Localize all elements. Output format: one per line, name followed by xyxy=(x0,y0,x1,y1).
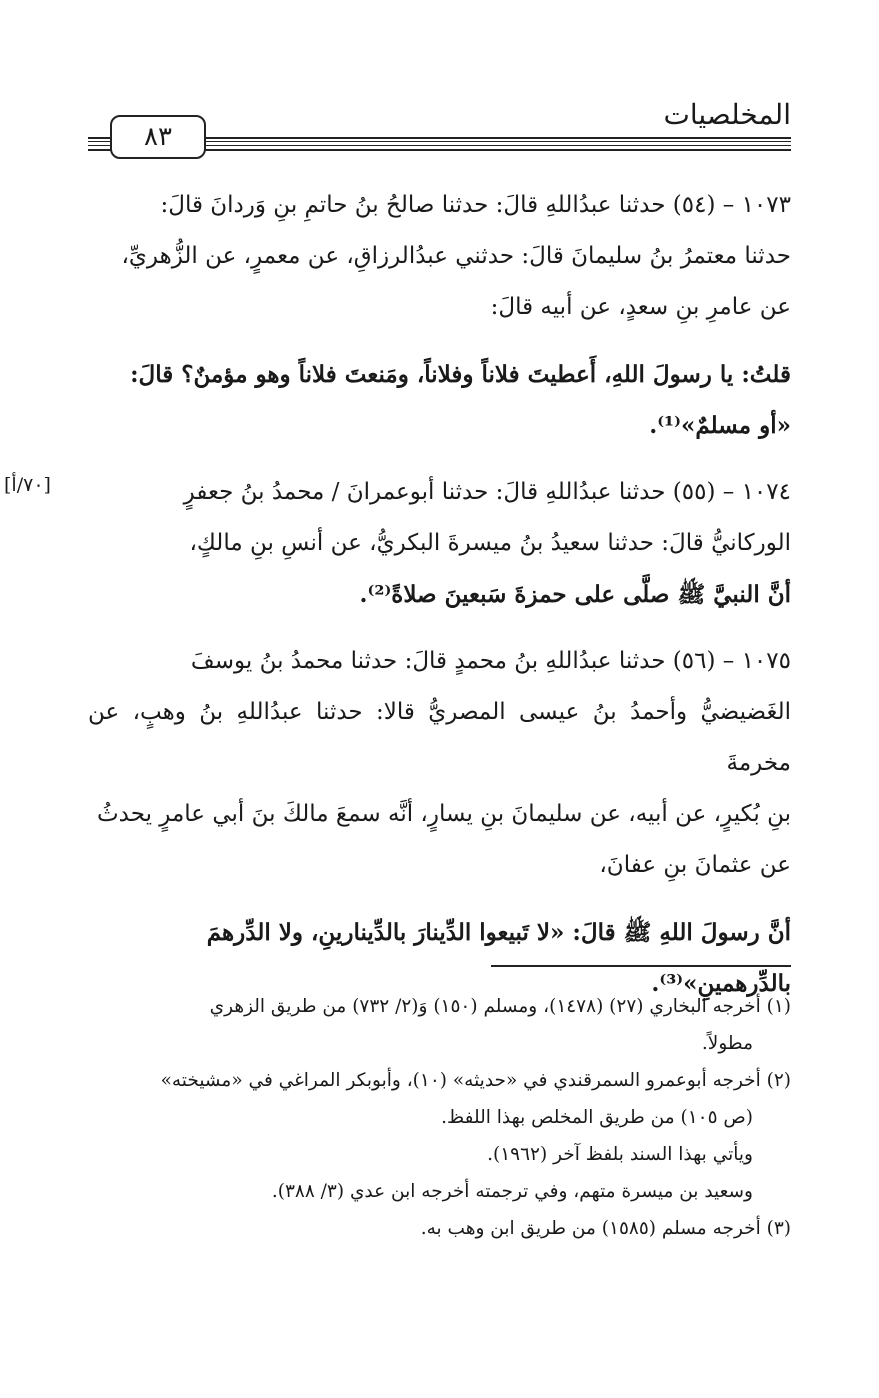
footnotes xyxy=(88,988,791,1247)
footnote-2-line-3: ويأتي بهذا السند بلفظ آخر (١٩٦٢). xyxy=(487,1144,753,1165)
footnote-1-line-2: مطولاً. xyxy=(701,1033,753,1054)
hadith-1073-matn-line-2: «أو مسلمٌ»⁽¹⁾. xyxy=(649,412,791,439)
hadith-1075-line-3: بنِ بُكيرٍ، عن أبيه، عن سليمانَ بنِ يسارٍ، أنَّه سمعَ مالكَ بنَ أبي عامرٍ يحدثُ xyxy=(97,801,791,827)
hadith-1073-matn-line-1: قلتُ: يا رسولَ اللهِ، أَعطيتَ فلاناً وفلاناً، ومَنعتَ فلاناً وهو مؤمنٌ؟ قالَ: xyxy=(130,361,791,388)
main-text xyxy=(88,180,791,1009)
hadith-1073-line-1: ١٠٧٣ – (٥٤) حدثنا عبدُاللهِ قالَ: حدثنا صالحُ بنُ حاتمِ بنِ وَردانَ قالَ: xyxy=(160,192,791,218)
footnote-2-line-4: وسعيد بن ميسرة متهم، وفي ترجمته أخرجه ابن عدي (٣/ ٣٨٨). xyxy=(271,1181,753,1202)
hadith-1073-line-2: حدثنا معتمرُ بنُ سليمانَ قالَ: حدثني عبدُالرزاقِ، عن معمرٍ، عن الزُّهريِّ، xyxy=(121,243,791,269)
footnote-2-line-1: (٢) أخرجه أبوعمرو السمرقندي في «حديثه» (١٠)، وأبوبكر المراغي في «مشيخته» xyxy=(160,1070,791,1091)
footnote-separator xyxy=(491,965,791,967)
page-number-box xyxy=(110,115,206,159)
hadith-1074-matn-line-1: أنَّ النبيَّ ﷺ صلَّى على حمزةَ سَبعينَ صلاةً⁽²⁾. xyxy=(359,581,791,608)
footnote-3-line-1: (٣) أخرجه مسلم (١٥٨٥) من طريق ابن وهب به. xyxy=(420,1218,791,1239)
hadith-1075-matn-line-2: بالدِّرهمينِ»⁽³⁾. xyxy=(651,970,791,997)
page-number: ٨٣ xyxy=(144,122,172,152)
hadith-1075-line-4: عن عثمانَ بنِ عفانَ، xyxy=(599,852,791,878)
footnote-2-line-2: (ص ١٠٥) من طريق المخلص بهذا اللفظ. xyxy=(441,1107,753,1128)
hadith-1075-matn-line-1: أنَّ رسولَ اللهِ ﷺ قالَ: «لا تَبيعوا الدِّينارَ بالدِّينارينِ، ولا الدِّرهمَ xyxy=(206,919,791,946)
margin-folio-reference: [٧٠/أ] xyxy=(4,474,51,496)
running-header-title: المخلصيات xyxy=(663,98,791,131)
hadith-1074-line-2: الوركانيُّ قالَ: حدثنا سعيدُ بنُ ميسرةَ البكريُّ، عن أنسِ بنِ مالكٍ، xyxy=(189,530,791,556)
hadith-1075-line-1: ١٠٧٥ – (٥٦) حدثنا عبدُاللهِ بنُ محمدٍ قالَ: حدثنا محمدُ بنُ يوسفَ xyxy=(190,648,791,674)
hadith-1075-line-2: الغَضيضيُّ وأحمدُ بنُ عيسى المصريُّ قالا: حدثنا عبدُاللهِ بنُ وهبٍ، عن مخرمةَ xyxy=(88,699,791,776)
footnote-1-line-1: (١) أخرجه البخاري (٢٧) (١٤٧٨)، ومسلم (١٥٠) وَ(٢/ ٧٣٢) من طريق الزهري xyxy=(209,996,791,1017)
hadith-1073-line-3: عن عامرِ بنِ سعدٍ، عن أبيه قالَ: xyxy=(490,294,791,320)
hadith-1074-line-1: ١٠٧٤ – (٥٥) حدثنا عبدُاللهِ قالَ: حدثنا أبوعمرانَ / محمدُ بنُ جعفرٍ xyxy=(183,479,791,505)
